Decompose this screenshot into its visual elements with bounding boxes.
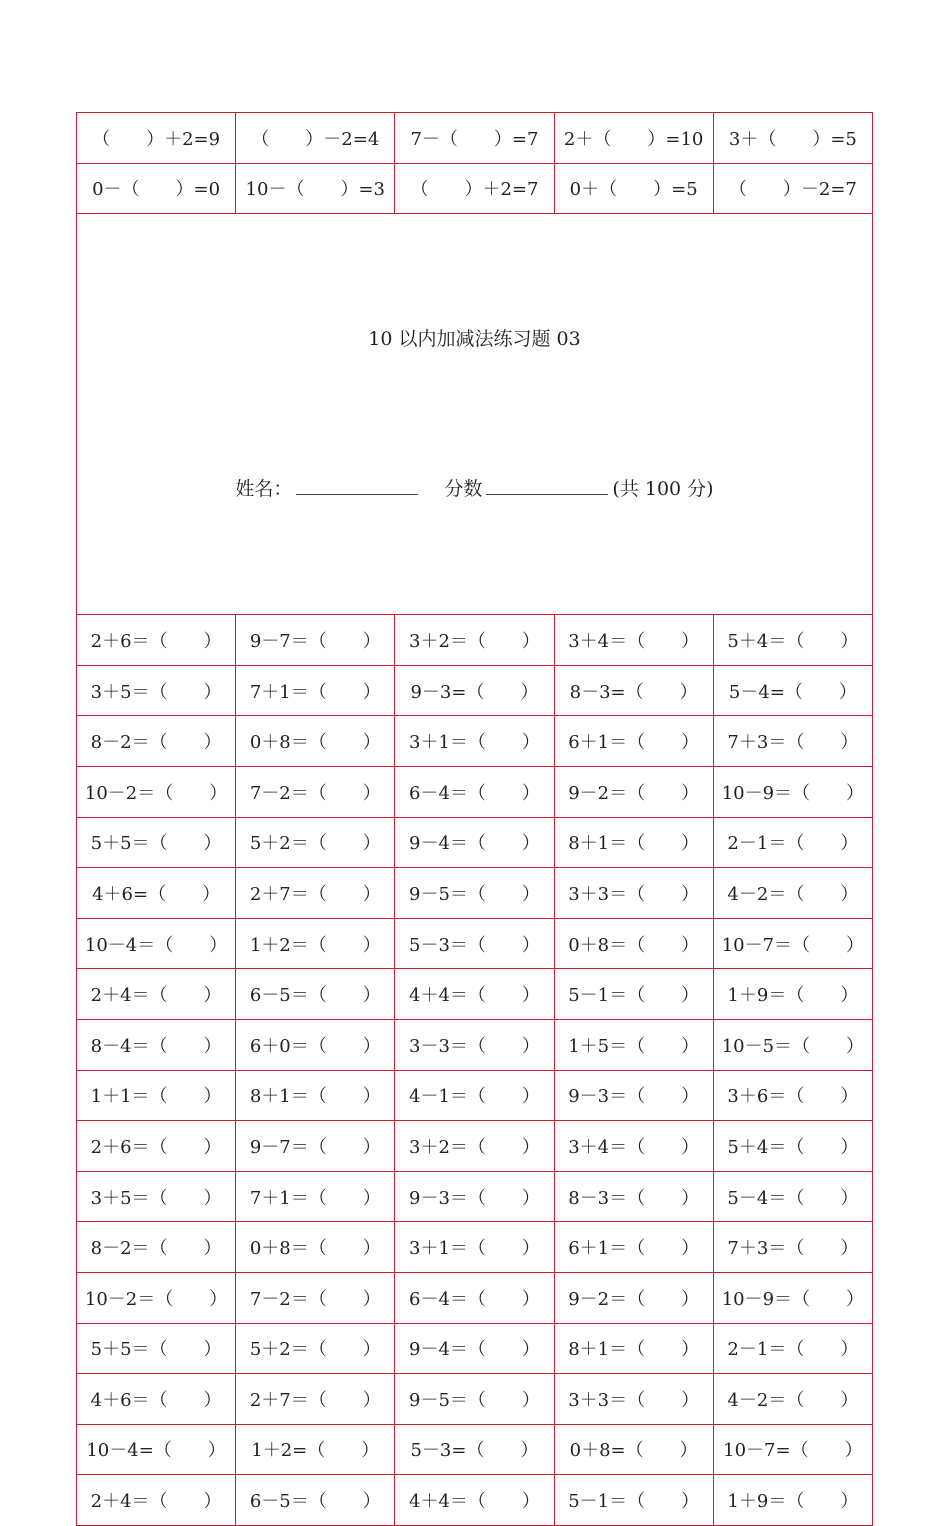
exercise-cell[interactable]: （ ）＋2=9 — [77, 113, 236, 164]
exercise-cell[interactable]: 1＋2＝（ ） — [236, 918, 395, 969]
exercise-cell[interactable]: 4＋4＝（ ） — [395, 1475, 554, 1526]
exercise-cell[interactable]: 2＋4＝（ ） — [77, 1475, 236, 1526]
exercise-cell[interactable]: （ ）－2=7 — [713, 163, 872, 214]
table-row — [77, 1323, 873, 1374]
exercise-cell[interactable]: 5＋5＝（ ） — [77, 1323, 236, 1374]
exercise-cell[interactable]: 9－7＝（ ） — [236, 615, 395, 666]
section-header — [77, 214, 873, 615]
exercise-cell[interactable]: 10－7=（ ） — [713, 1424, 872, 1475]
exercise-cell[interactable]: 5＋2＝（ ） — [236, 1323, 395, 1374]
exercise-cell[interactable]: 9－2＝（ ） — [554, 1272, 713, 1323]
exercise-cell[interactable]: 5＋4＝（ ） — [713, 1121, 872, 1172]
exercise-cell[interactable]: 6－5＝（ ） — [236, 969, 395, 1020]
exercise-cell[interactable]: 2＋4＝（ ） — [77, 969, 236, 1020]
exercise-cell[interactable]: 2＋7＝（ ） — [236, 868, 395, 919]
exercise-cell[interactable]: 3＋（ ）=5 — [713, 113, 872, 164]
exercise-cell[interactable]: 10－9＝（ ） — [713, 766, 872, 817]
worksheet-title: 10 以内加减法练习题 03 — [368, 328, 581, 351]
table-row — [77, 665, 873, 716]
exercise-cell[interactable]: 10－2＝（ ） — [77, 1272, 236, 1323]
exercise-cell[interactable]: 8－3=（ ） — [554, 665, 713, 716]
exercise-cell[interactable]: 0＋（ ）=5 — [554, 163, 713, 214]
exercise-cell[interactable]: 1＋9＝（ ） — [713, 969, 872, 1020]
table-row — [77, 1424, 873, 1475]
exercise-cell[interactable]: 0－（ ）=0 — [77, 163, 236, 214]
exercise-cell[interactable]: 9－3=（ ） — [395, 665, 554, 716]
exercise-cell[interactable]: 2＋6＝（ ） — [77, 1121, 236, 1172]
table-row — [77, 1222, 873, 1273]
exercise-cell[interactable]: 9－4＝（ ） — [395, 817, 554, 868]
exercise-cell[interactable]: 3＋4＝（ ） — [554, 1121, 713, 1172]
title-row — [77, 214, 873, 615]
exercise-cell[interactable]: 3＋6＝（ ） — [713, 1070, 872, 1121]
table-row — [77, 918, 873, 969]
exercise-cell[interactable]: 0＋8＝（ ） — [554, 918, 713, 969]
exercise-cell[interactable]: 4＋4＝（ ） — [395, 969, 554, 1020]
exercise-cell[interactable]: 8－2＝（ ） — [77, 1222, 236, 1273]
exercise-cell[interactable]: 7－2＝（ ） — [236, 1272, 395, 1323]
table-row — [77, 716, 873, 767]
exercise-cell[interactable]: 6－4＝（ ） — [395, 766, 554, 817]
exercise-cell[interactable]: 5－3＝（ ） — [395, 918, 554, 969]
table-row — [77, 1272, 873, 1323]
top-rows — [77, 113, 873, 214]
exercise-cell[interactable]: 10－4=（ ） — [77, 1424, 236, 1475]
exercise-cell[interactable]: 6＋0＝（ ） — [236, 1019, 395, 1070]
exercise-cell[interactable]: 4－2＝（ ） — [713, 868, 872, 919]
exercise-cell[interactable]: 9－5＝（ ） — [395, 868, 554, 919]
exercise-cell[interactable]: 1＋2=（ ） — [236, 1424, 395, 1475]
exercise-cell[interactable]: 5－1＝（ ） — [554, 1475, 713, 1526]
exercise-cell[interactable]: 6－4＝（ ） — [395, 1272, 554, 1323]
score-blank[interactable] — [486, 476, 608, 495]
exercise-cell[interactable]: 5＋4＝（ ） — [713, 615, 872, 666]
exercise-cell[interactable]: 2＋7＝（ ） — [236, 1374, 395, 1425]
exercise-cell[interactable]: 8＋1＝（ ） — [236, 1070, 395, 1121]
table-row — [77, 969, 873, 1020]
exercise-cell[interactable]: 9－7＝（ ） — [236, 1121, 395, 1172]
exercise-cell[interactable]: 9－5＝（ ） — [395, 1374, 554, 1425]
exercise-cell[interactable]: 2－1＝（ ） — [713, 817, 872, 868]
exercise-cell[interactable]: 9－3＝（ ） — [395, 1171, 554, 1222]
exercise-cell[interactable]: 7＋3＝（ ） — [713, 716, 872, 767]
exercise-rows — [77, 615, 873, 1526]
exercise-cell[interactable]: 9－4＝（ ） — [395, 1323, 554, 1374]
exercise-cell[interactable]: 3＋3＝（ ） — [554, 868, 713, 919]
exercise-cell[interactable]: 5＋5＝（ ） — [77, 817, 236, 868]
exercise-cell[interactable]: 6＋1＝（ ） — [554, 1222, 713, 1273]
exercise-cell[interactable]: 5－3=（ ） — [395, 1424, 554, 1475]
exercise-cell[interactable]: 7－2＝（ ） — [236, 766, 395, 817]
exercise-cell[interactable]: 2＋6＝（ ） — [77, 615, 236, 666]
exercise-cell[interactable]: 4＋6=（ ） — [77, 868, 236, 919]
exercise-cell[interactable]: 6－5＝（ ） — [236, 1475, 395, 1526]
exercise-cell[interactable]: 3＋3＝（ ） — [554, 1374, 713, 1425]
table-row — [77, 766, 873, 817]
exercise-cell[interactable]: 10－9＝（ ） — [713, 1272, 872, 1323]
exercise-cell[interactable]: 10－（ ）=3 — [236, 163, 395, 214]
exercise-cell[interactable]: 5－1＝（ ） — [554, 969, 713, 1020]
table-row — [77, 113, 873, 164]
name-blank[interactable] — [296, 476, 418, 495]
table-row — [77, 817, 873, 868]
total-label: (共 100 分) — [612, 478, 714, 501]
table-row — [77, 1475, 873, 1526]
exercise-cell[interactable]: 1＋1＝（ ） — [77, 1070, 236, 1121]
exercise-cell[interactable]: （ ）＋2=7 — [395, 163, 554, 214]
name-score-line — [77, 464, 872, 514]
exercise-cell[interactable]: 4－2＝（ ） — [713, 1374, 872, 1425]
table-row — [77, 1121, 873, 1172]
exercise-cell[interactable]: 5＋2＝（ ） — [236, 817, 395, 868]
exercise-cell[interactable]: 8＋1＝（ ） — [554, 1323, 713, 1374]
exercise-cell[interactable]: 5－4=（ ） — [713, 665, 872, 716]
exercise-cell[interactable]: 3＋4＝（ ） — [554, 615, 713, 666]
exercise-cell[interactable]: 10－4＝（ ） — [77, 918, 236, 969]
exercise-cell[interactable]: 3＋5＝（ ） — [77, 665, 236, 716]
exercise-cell[interactable]: 7＋1＝（ ） — [236, 1171, 395, 1222]
exercise-cell[interactable]: 3＋2＝（ ） — [395, 1121, 554, 1172]
exercise-cell[interactable]: 7＋1＝（ ） — [236, 665, 395, 716]
exercise-cell[interactable]: 7－（ ）=7 — [395, 113, 554, 164]
exercise-cell[interactable]: 10－2＝（ ） — [77, 766, 236, 817]
name-label: 姓名： — [235, 478, 293, 501]
exercise-cell[interactable]: 3＋2＝（ ） — [395, 615, 554, 666]
exercise-cell[interactable]: 4＋6＝（ ） — [77, 1374, 236, 1425]
exercise-cell[interactable]: 3＋1＝（ ） — [395, 1222, 554, 1273]
worksheet-table — [76, 112, 873, 1526]
score-label: 分数 — [444, 478, 483, 501]
table-row — [77, 868, 873, 919]
exercise-cell[interactable]: 8＋1＝（ ） — [554, 817, 713, 868]
exercise-cell[interactable]: 9－2＝（ ） — [554, 766, 713, 817]
table-row — [77, 1019, 873, 1070]
exercise-cell[interactable]: 1＋5＝（ ） — [554, 1019, 713, 1070]
exercise-cell[interactable]: 4－1＝（ ） — [395, 1070, 554, 1121]
exercise-cell[interactable]: 3＋1＝（ ） — [395, 716, 554, 767]
exercise-cell[interactable]: 8－3＝（ ） — [554, 1171, 713, 1222]
table-row — [77, 615, 873, 666]
exercise-cell[interactable]: （ ）－2=4 — [236, 113, 395, 164]
exercise-cell[interactable]: 8－2＝（ ） — [77, 716, 236, 767]
exercise-cell[interactable]: 3＋5＝（ ） — [77, 1171, 236, 1222]
exercise-cell[interactable]: 10－5＝（ ） — [713, 1019, 872, 1070]
exercise-cell[interactable]: 10－7＝（ ） — [713, 918, 872, 969]
exercise-cell[interactable]: 5－4＝（ ） — [713, 1171, 872, 1222]
table-row — [77, 1070, 873, 1121]
exercise-cell[interactable]: 3－3＝（ ） — [395, 1019, 554, 1070]
table-row — [77, 1374, 873, 1425]
exercise-cell[interactable]: 0＋8＝（ ） — [236, 716, 395, 767]
table-row — [77, 163, 873, 214]
exercise-cell[interactable]: 2－1＝（ ） — [713, 1323, 872, 1374]
exercise-cell[interactable]: 6＋1＝（ ） — [554, 716, 713, 767]
exercise-cell[interactable]: 1＋9＝（ ） — [713, 1475, 872, 1526]
exercise-cell[interactable]: 0＋8=（ ） — [554, 1424, 713, 1475]
table-row — [77, 1171, 873, 1222]
exercise-cell[interactable]: 0＋8＝（ ） — [236, 1222, 395, 1273]
exercise-cell[interactable]: 9－3＝（ ） — [554, 1070, 713, 1121]
exercise-cell[interactable]: 8－4＝（ ） — [77, 1019, 236, 1070]
title-cell — [77, 214, 873, 615]
exercise-cell[interactable]: 2＋（ ）=10 — [554, 113, 713, 164]
exercise-cell[interactable]: 7＋3＝（ ） — [713, 1222, 872, 1273]
